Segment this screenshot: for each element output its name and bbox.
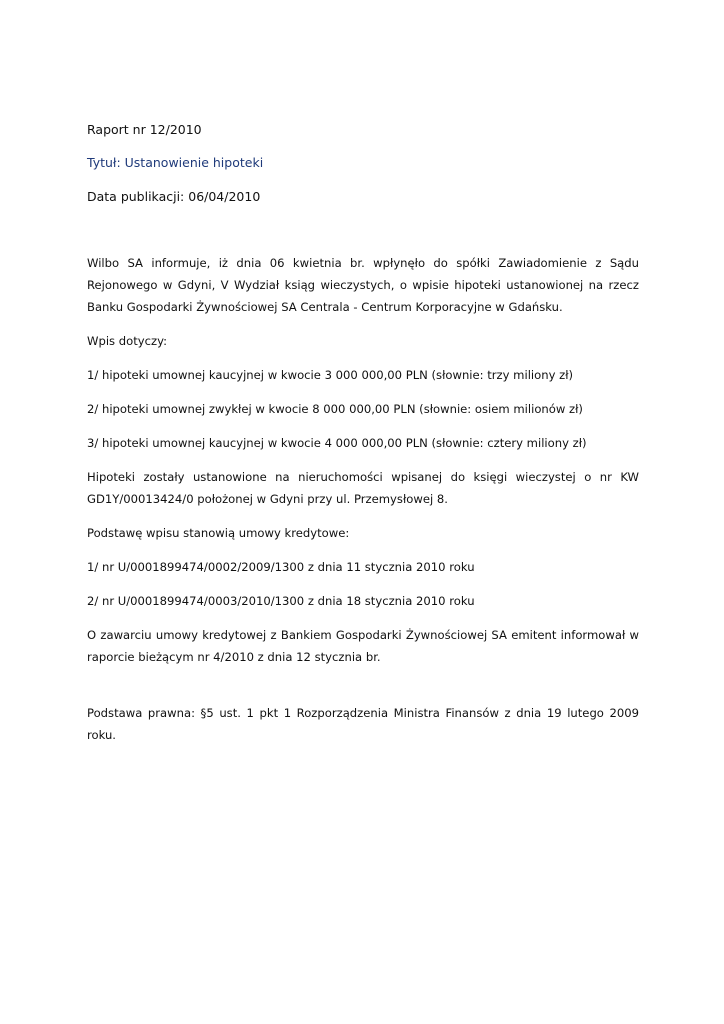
report-title: Tytuł: Ustanowienie hipoteki bbox=[87, 155, 264, 170]
intro-paragraph: Wilbo SA informuje, iż dnia 06 kwietnia br. wpłynęło do spółki Zawiadomienie z Sądu Rejonowego w Gdyni, V Wydział ksiąg wieczystych, o wpisie hipoteki ustanowionej na rzecz Banku Gospodarki Żywnościowej SA Centrala - Centrum Korporacyjne w Gdańsku. bbox=[87, 256, 639, 314]
publication-date: Data publikacji: 06/04/2010 bbox=[87, 189, 261, 204]
basis-intro: Podstawę wpisu stanowią umowy kredytowe: bbox=[87, 526, 350, 540]
mortgage-item: 1/ hipoteki umownej kaucyjnej w kwocie 3 000 000,00 PLN (słownie: trzy miliony zł) bbox=[87, 368, 574, 382]
mortgage-item: 2/ hipoteki umownej zwykłej w kwocie 8 000 000,00 PLN (słownie: osiem milionów zł) bbox=[87, 402, 583, 416]
report-number: Raport nr 12/2010 bbox=[87, 122, 202, 137]
mortgage-item: 3/ hipoteki umownej kaucyjnej w kwocie 4 000 000,00 PLN (słownie: cztery miliony zł) bbox=[87, 436, 587, 450]
document-page bbox=[87, 0, 639, 1024]
prior-report-paragraph: O zawarciu umowy kredytowej z Bankiem Gospodarki Żywnościowej SA emitent informował w raporcie bieżącym nr 4/2010 z dnia 12 stycznia br. bbox=[87, 628, 639, 664]
agreement-item: 1/ nr U/0001899474/0002/2009/1300 z dnia 11 stycznia 2010 roku bbox=[87, 560, 475, 574]
legal-basis-paragraph: Podstawa prawna: §5 ust. 1 pkt 1 Rozporządzenia Ministra Finansów z dnia 19 lutego 2009 roku. bbox=[87, 706, 639, 742]
report-body bbox=[87, 252, 639, 758]
entry-concerns-label: Wpis dotyczy: bbox=[87, 334, 168, 348]
property-paragraph: Hipoteki zostały ustanowione na nieruchomości wpisanej do księgi wieczystej o nr KW GD1Y/00013424/0 położonej w Gdyni przy ul. Przemysłowej 8. bbox=[87, 470, 639, 506]
agreement-item: 2/ nr U/0001899474/0003/2010/1300 z dnia 18 stycznia 2010 roku bbox=[87, 594, 475, 608]
